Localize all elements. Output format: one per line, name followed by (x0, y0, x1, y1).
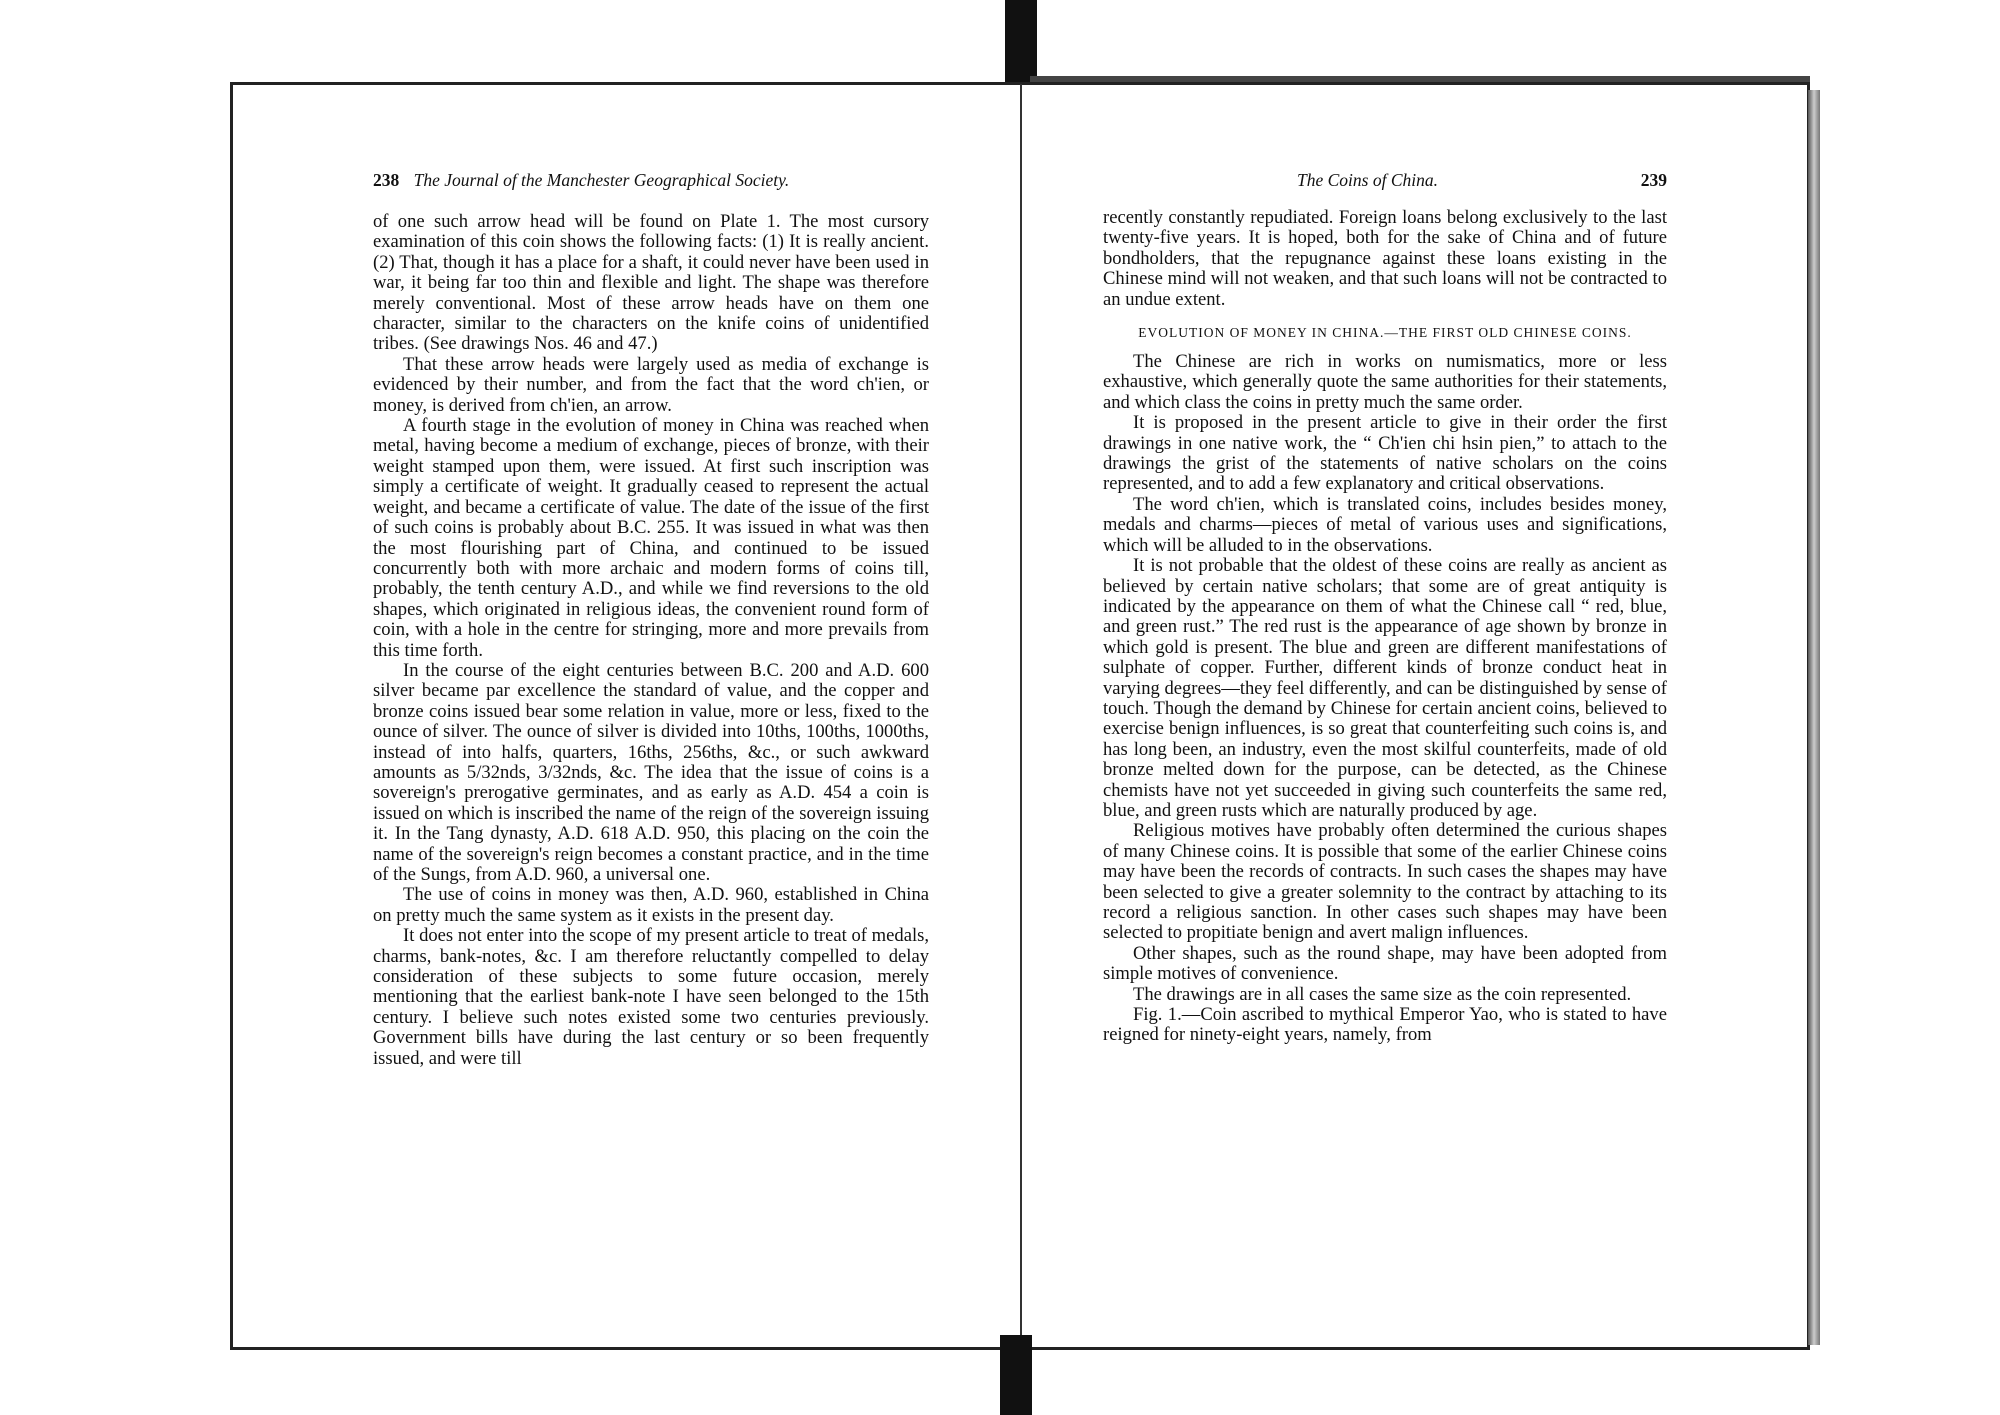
left-paragraph: It does not enter into the scope of my present article to treat of medals, charms, bank-notes, &c. I am therefore reluctantly compelled to delay consideration of these subjects to some future occasion, merely mentioning that the earliest bank-note I have seen belonged to the 15th century. I believe such notes existed some two centuries previously. Government bills have during the last century or so been frequently issued, and were till (373, 925, 929, 1069)
left-running-title: The Journal of the Manchester Geographical Society. (413, 170, 790, 190)
right-paragraph: It is proposed in the present article to give in their order the first drawings in one native work, the “ Ch'ien chi hsin pien,” to attach to the drawings the grist of the statements of native scholars on the coins represented, and to add a few explanatory and critical observations. (1103, 412, 1667, 495)
book-spine-bottom (1000, 1335, 1032, 1415)
right-intro-paragraph: recently constantly repudiated. Foreign loans belong exclusively to the last twenty-five years. It is hoped, both for the sake of China and of future bondholders, that the repugnance against these loans existing in the Chinese mind will not weaken, and that such loans will not be contracted to an undue extent. (1103, 207, 1667, 310)
left-paragraph: In the course of the eight centuries between B.C. 200 and A.D. 600 silver became par excellence the standard of value, and the copper and bronze coins issued bear some relation in value, more or less, fixed to the ounce of silver. The ounce of silver is divided into 10ths, 100ths, 1000ths, instead of into halfs, quarters, 16ths, 256ths, &c., or such awkward amounts as 5/32nds, 3/32nds, &c. The idea that the issue of coins is a sovereign's prerogative germinates, and as early as A.D. 454 a coin is issued on which is inscribed the name of the reign of the sovereign issuing it. In the Tang dynasty, A.D. 618 A.D. 950, this placing on the coin the name of the sovereign's reign becomes a constant practice, and in the time of the Sungs, from A.D. 960, a universal one. (373, 659, 929, 885)
right-paragraph: It is not probable that the oldest of these coins are really as ancient as believed by certain native scholars; that some are of great antiquity is indicated by the appearance on them of what the Chinese call “ red, blue, and green rust.” The red rust is the appearance of age shown by bronze in which gold is present. The blue and green are different manifestations of sulphate of copper. Further, different kinds of bronze conduct heat in varying degrees—they feel differently, and can be distinguished by sense of touch. Though the demand by Chinese for certain ancient coins, believed to exercise benign influences, is so great that counterfeiting such coins is, and has long been, an industry, even the most skilful counterfeits, made of old bronze melted down for the purpose, can be detected, as the Chinese chemists have not yet succeeded in giving such counterfeits the same red, blue, and green rusts which are naturally produced by age. (1103, 555, 1667, 821)
right-body-text (1103, 208, 1667, 1046)
right-paragraph: The word ch'ien, which is translated coins, includes besides money, medals and charms—pieces of metal of various uses and significations, which will be alluded to in the observations. (1103, 493, 1667, 556)
section-heading: EVOLUTION OF MONEY IN CHINA.—THE FIRST OLD CHINESE COINS. (1138, 325, 1632, 341)
left-paragraph: That these arrow heads were largely used as media of exchange is evidenced by their number, and from the fact that the word ch'ien, or money, is derived from ch'ien, an arrow. (373, 353, 929, 416)
right-paragraph: Fig. 1.—Coin ascribed to mythical Emperor Yao, who is stated to have reigned for ninety-eight years, namely, from (1103, 1004, 1667, 1046)
left-paragraph: A fourth stage in the evolution of money in China was reached when metal, having become a medium of exchange, pieces of bronze, with their weight stamped upon them, were issued. At first such inscription was simply a certificate of weight. It gradually ceased to represent the actual weight, and became a certificate of value. The date of the issue of the first of such coins is probably about B.C. 255. It was issued in what was then the most flourishing part of China, and continued to be issued concurrently both with more archaic and modern forms of coins till, probably, the tenth century A.D., and while we find reversions to the old shapes, which originated in religious ideas, the convenient round form of coin, with a hole in the centre for stringing, more and more prevails from this time forth. (373, 415, 929, 661)
right-paragraph: Religious motives have probably often determined the curious shapes of many Chinese coins. It is possible that some of the earlier Chinese coins may have been the records of contracts. In such cases the shapes may have been selected to give a greater solemnity to the contract by attaching to its record a religious sanction. In other cases such shapes may have been selected to propitiate benign and avert malign influences. (1103, 820, 1667, 944)
left-page-number: 238 (373, 170, 400, 190)
left-paragraph: The use of coins in money was then, A.D. 960, established in China on pretty much the same system as it exists in the present day. (373, 884, 929, 926)
left-running-head (373, 170, 929, 191)
right-paragraph: The drawings are in all cases the same size as the coin represented. (1133, 983, 1632, 1005)
right-running-title: The Coins of China. (1297, 170, 1438, 190)
page-edge-right (1808, 90, 1820, 1345)
left-body-text (373, 212, 929, 1069)
right-paragraph: Other shapes, such as the round shape, may have been adopted from simple motives of convenience. (1103, 942, 1667, 985)
left-paragraph: of one such arrow head will be found on Plate 1. The most cursory examination of this coin shows the following facts: (1) It is really ancient. (2) That, though it has a place for a shaft, it could never have been used in war, it being far too thin and flexible and light. The shape was therefore merely conventional. Most of these arrow heads have on them one character, similar to the characters on the knife coins of unidentified tribes. (See drawings Nos. 46 and 47.) (373, 211, 929, 355)
right-running-head (1297, 170, 1667, 191)
right-page-number: 239 (1640, 170, 1667, 190)
right-paragraph: The Chinese are rich in works on numismatics, more or less exhaustive, which generally quote the same authorities for their statements, and which class the coins in pretty much the same order. (1103, 351, 1667, 413)
